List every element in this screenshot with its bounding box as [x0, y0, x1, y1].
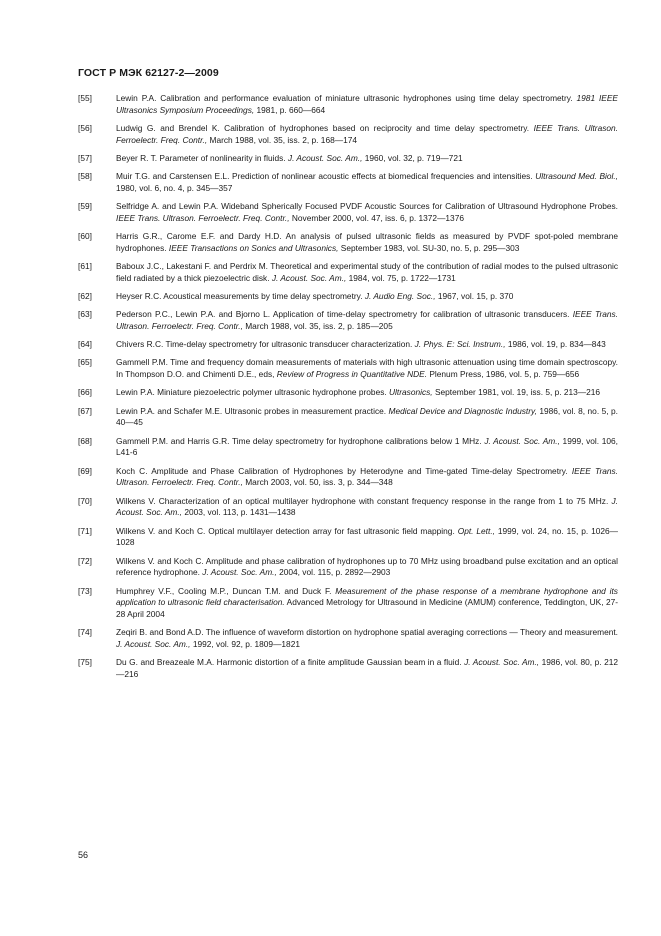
reference-text: [116, 153, 463, 163]
reference-number: [64]: [78, 339, 92, 350]
reference-item: [78, 357, 618, 381]
reference-item: [78, 171, 618, 195]
reference-text-segment: 1980, vol. 6, no. 4, p. 345—357: [116, 182, 233, 193]
reference-text-segment: Lewin P.A. Miniature piezoelectric polymer ultrasonic hydrophone probes.: [116, 387, 390, 398]
reference-number: [58]: [78, 171, 92, 182]
reference-source-title: J. Acoust. Soc. Am.,: [116, 639, 191, 650]
reference-source-title: J. Acoust. Soc. Am.,: [484, 435, 560, 446]
reference-text-segment: 1984, vol. 75, p. 1722—1731: [346, 272, 456, 283]
reference-text: [116, 171, 618, 193]
reference-text-segment: Lewin P.A. Calibration and performance evaluation of miniature ultrasonic hydrophones using time delay spectrometry.: [116, 93, 577, 103]
reference-source-title: 1981 IEEE Ultrasonics Symposium Proceedings,: [116, 93, 619, 115]
reference-number: [73]: [78, 585, 92, 596]
reference-text: [116, 657, 618, 679]
reference-text: [116, 586, 618, 620]
reference-text-segment: Plenum Press, 1986, vol. 5, p. 759—656: [427, 369, 580, 380]
reference-source-title: IEEE Transactions on Sonics and Ultrasonics,: [168, 242, 339, 253]
reference-text-segment: Wilkens V. and Koch C. Amplitude and phase calibration of hydrophones up to 70 MHz using broadband pulse excitation and an optical reference hydrophone.: [116, 555, 618, 578]
reference-item: [78, 153, 618, 165]
reference-text-segment: 1992, vol. 92, p. 1809—1821: [190, 639, 300, 650]
reference-item: [78, 291, 618, 303]
reference-source-title: IEEE Trans. Ultrason. Ferroelectr. Freq. Contr.,: [116, 465, 618, 488]
reference-item: [78, 556, 618, 580]
reference-number: [67]: [78, 405, 92, 416]
reference-source-title: IEEE Trans. Ultrason. Ferroelectr. Freq. Contr.,: [116, 122, 618, 145]
reference-text-segment: Wilkens V. and Koch C. Optical multilayer detection array for fast ultrasonic field mapping.: [116, 525, 458, 536]
reference-text-segment: Beyer R. T. Parameter of nonlinearity in fluids.: [116, 152, 288, 163]
reference-text-segment: Zeqiri B. and Bond A.D. The influence of waveform distortion on hydrophone spatial averaging corrections — Theory and measurement.: [116, 627, 618, 638]
reference-text: [116, 556, 618, 578]
reference-text-segment: Wilkens V. Characterization of an optical multilayer hydrophone with constant frequency response in the range from 1 to 75 MHz.: [116, 495, 612, 506]
reference-text: [116, 309, 618, 331]
reference-number: [63]: [78, 309, 92, 320]
reference-text-segment: 1981, p. 660—664: [254, 104, 326, 115]
reference-text: [116, 436, 618, 458]
reference-text-segment: September 1981, vol. 19, iss. 5, p. 213—216: [432, 387, 601, 398]
reference-source-title: J. Acoust. Soc. Am.,: [271, 272, 347, 283]
reference-number: [69]: [78, 465, 92, 476]
reference-source-title: Medical Device and Diagnostic Industry,: [388, 405, 537, 416]
reference-text-segment: Heyser R.C. Acoustical measurements by time delay spectrometry.: [116, 291, 365, 302]
reference-text: [116, 291, 513, 301]
reference-text: [116, 627, 618, 649]
reference-source-title: IEEE Trans. Ultrason. Ferroelectr. Freq. Contr.,: [116, 309, 619, 332]
reference-source-title: J. Acoust. Soc. Am.,: [287, 152, 363, 163]
reference-source-title: J. Acoust. Soc. Am.,: [116, 495, 618, 518]
reference-source-title: J. Audio Eng. Soc.,: [364, 291, 436, 302]
reference-item: [78, 387, 618, 399]
reference-text: [116, 339, 606, 349]
reference-text-segment: Lewin P.A. and Schafer M.E. Ultrasonic probes in measurement practice.: [116, 405, 389, 416]
reference-item: [78, 309, 618, 333]
reference-text-segment: Muir T.G. and Carstensen E.L. Prediction of nonlinear acoustic effects at biomedical frequencies and intensities.: [116, 171, 536, 182]
reference-text-segment: 2004, vol. 115, p. 2892—2903: [276, 567, 391, 578]
reference-number: [72]: [78, 555, 92, 566]
reference-text-segment: Selfridge A. and Lewin P.A. Wideband Spherically Focused PVDF Acoustic Sources for Calibration of Ultrasound Hydrophone Probes.: [116, 201, 618, 212]
reference-text-segment: Chivers R.C. Time-delay spectrometry for ultrasonic transducer characterization.: [116, 339, 415, 350]
reference-text-segment: 1960, vol. 32, p. 719—721: [362, 152, 463, 163]
reference-text-segment: 1999, vol. 24, no. 15, p. 1026—1028: [116, 525, 618, 548]
reference-text-segment: Humphrey V.F., Cooling M.P., Duncan T.M. and Duck F.: [116, 585, 336, 596]
reference-text-segment: Baboux J.C., Lakestani F. and Perdrix M. Theoretical and experimental study of the contribution of radial modes to the pulsed ultrasonic field radiated by a thick piezoelectric disk.: [116, 261, 618, 283]
reference-source-title: J. Acoust. Soc. Am.,: [464, 657, 540, 668]
reference-number: [60]: [78, 231, 92, 242]
reference-number: [57]: [78, 152, 92, 163]
reference-source-title: J. Phys. E: Sci. Instrum.,: [414, 339, 506, 350]
reference-item: [78, 123, 618, 147]
reference-number: [70]: [78, 495, 92, 506]
reference-text-segment: September 1983, vol. SU-30, no. 5, p. 295—303: [338, 242, 520, 253]
reference-item: [78, 93, 618, 117]
reference-text: [116, 406, 618, 428]
reference-source-title: Opt. Lett.,: [457, 525, 495, 536]
reference-source-title: Ultrasound Med. Biol.,: [535, 171, 618, 182]
reference-text: [116, 357, 618, 379]
reference-text-segment: 1967, vol. 15, p. 370: [435, 291, 514, 302]
reference-text: [116, 466, 618, 488]
reference-text-segment: November 2000, vol. 47, iss. 6, p. 1372—1376: [289, 212, 464, 223]
reference-text-segment: Advanced Metrology for Ultrasound in Medicine (AMUM) conference, Teddington, UK, 27-28 April 2004: [116, 597, 618, 620]
reference-number: [65]: [78, 357, 92, 368]
reference-text: [116, 93, 618, 115]
reference-source-title: Ultrasonics,: [389, 387, 433, 398]
reference-list: [78, 93, 618, 687]
reference-text-segment: Gammell P.M. Time and frequency domain measurements of materials with high ultrasonic attenuation using time domain spectroscopy. In Thompson D.O. and Chimenti D.E., eds,: [116, 357, 618, 380]
reference-number: [66]: [78, 387, 92, 398]
reference-number: [74]: [78, 627, 92, 638]
reference-number: [61]: [78, 261, 92, 272]
reference-item: [78, 657, 618, 681]
reference-number: [59]: [78, 201, 92, 212]
reference-text-segment: Du G. and Breazeale M.A. Harmonic distortion of a finite amplitude Gaussian beam in a fluid.: [116, 657, 465, 668]
reference-text: [116, 123, 618, 145]
reference-item: [78, 201, 618, 225]
reference-text-segment: 2003, vol. 113, p. 1431—1438: [182, 507, 296, 518]
reference-item: [78, 406, 618, 430]
reference-source-title: J. Acoust. Soc. Am.,: [202, 567, 277, 578]
reference-text-segment: Harris G.R., Carome E.F. and Dardy H.D. An analysis of pulsed ultrasonic fields as measured by PVDF spot-poled membrane hydrophones.: [116, 231, 618, 253]
reference-text: [116, 231, 618, 253]
reference-source-title: Review of Progress in Quantitative NDE.: [276, 369, 428, 380]
reference-text-segment: Pederson P.C., Lewin P.A. and Bjorno L. Application of time-delay spectrometry for calibration of ultrasonic transducers.: [116, 309, 573, 320]
reference-item: [78, 586, 618, 621]
reference-item: [78, 526, 618, 550]
reference-number: [56]: [78, 122, 92, 133]
reference-item: [78, 627, 618, 651]
page-number: 56: [78, 850, 89, 860]
reference-text: [116, 526, 618, 548]
reference-text-segment: 1986, vol. 19, p. 834—843: [505, 339, 606, 350]
reference-text-segment: Koch C. Amplitude and Phase Calibration of Hydrophones by Heterodyne and Time-gated Time-delay Spectrometry.: [116, 465, 572, 476]
reference-text-segment: Ludwig G. and Brendel K. Calibration of hydrophones based on reciprocity and time delay spectrometry.: [116, 122, 534, 133]
reference-item: [78, 436, 618, 460]
reference-number: [71]: [78, 525, 92, 536]
reference-item: [78, 339, 618, 351]
reference-number: [75]: [78, 657, 92, 668]
reference-item: [78, 261, 618, 285]
reference-text-segment: March 2003, vol. 50, iss. 3, p. 344—348: [242, 477, 393, 488]
document-header: ГОСТ Р МЭК 62127-2—2009: [78, 67, 219, 79]
reference-text: [116, 261, 618, 283]
reference-text: [116, 496, 618, 518]
reference-text-segment: 1986, vol. 80, p. 212—216: [116, 657, 618, 680]
reference-text-segment: Gammell P.M. and Harris G.R. Time delay spectrometry for hydrophone calibrations below 1 MHz.: [116, 435, 485, 446]
reference-text-segment: March 1988, vol. 35, iss. 2, p. 185—205: [242, 321, 393, 332]
reference-number: [62]: [78, 291, 92, 302]
reference-item: [78, 466, 618, 490]
reference-text: [116, 387, 600, 397]
reference-number: [68]: [78, 435, 92, 446]
reference-item: [78, 231, 618, 255]
reference-source-title: IEEE Trans. Ultrason. Ferroelectr. Freq. Contr.,: [116, 212, 290, 223]
reference-number: [55]: [78, 93, 92, 103]
reference-text-segment: March 1988, vol. 35, iss. 2, p. 168—174: [207, 134, 357, 145]
reference-item: [78, 496, 618, 520]
reference-text-segment: 1986, vol. 8, no. 5, p. 40—45: [116, 405, 618, 428]
reference-source-title: Measurement of the phase response of a membrane hydrophone and its application to ultrasonic field characterisation.: [116, 585, 618, 608]
reference-text-segment: 1999, vol. 106, L41-6: [116, 435, 619, 458]
reference-text: [116, 201, 618, 223]
